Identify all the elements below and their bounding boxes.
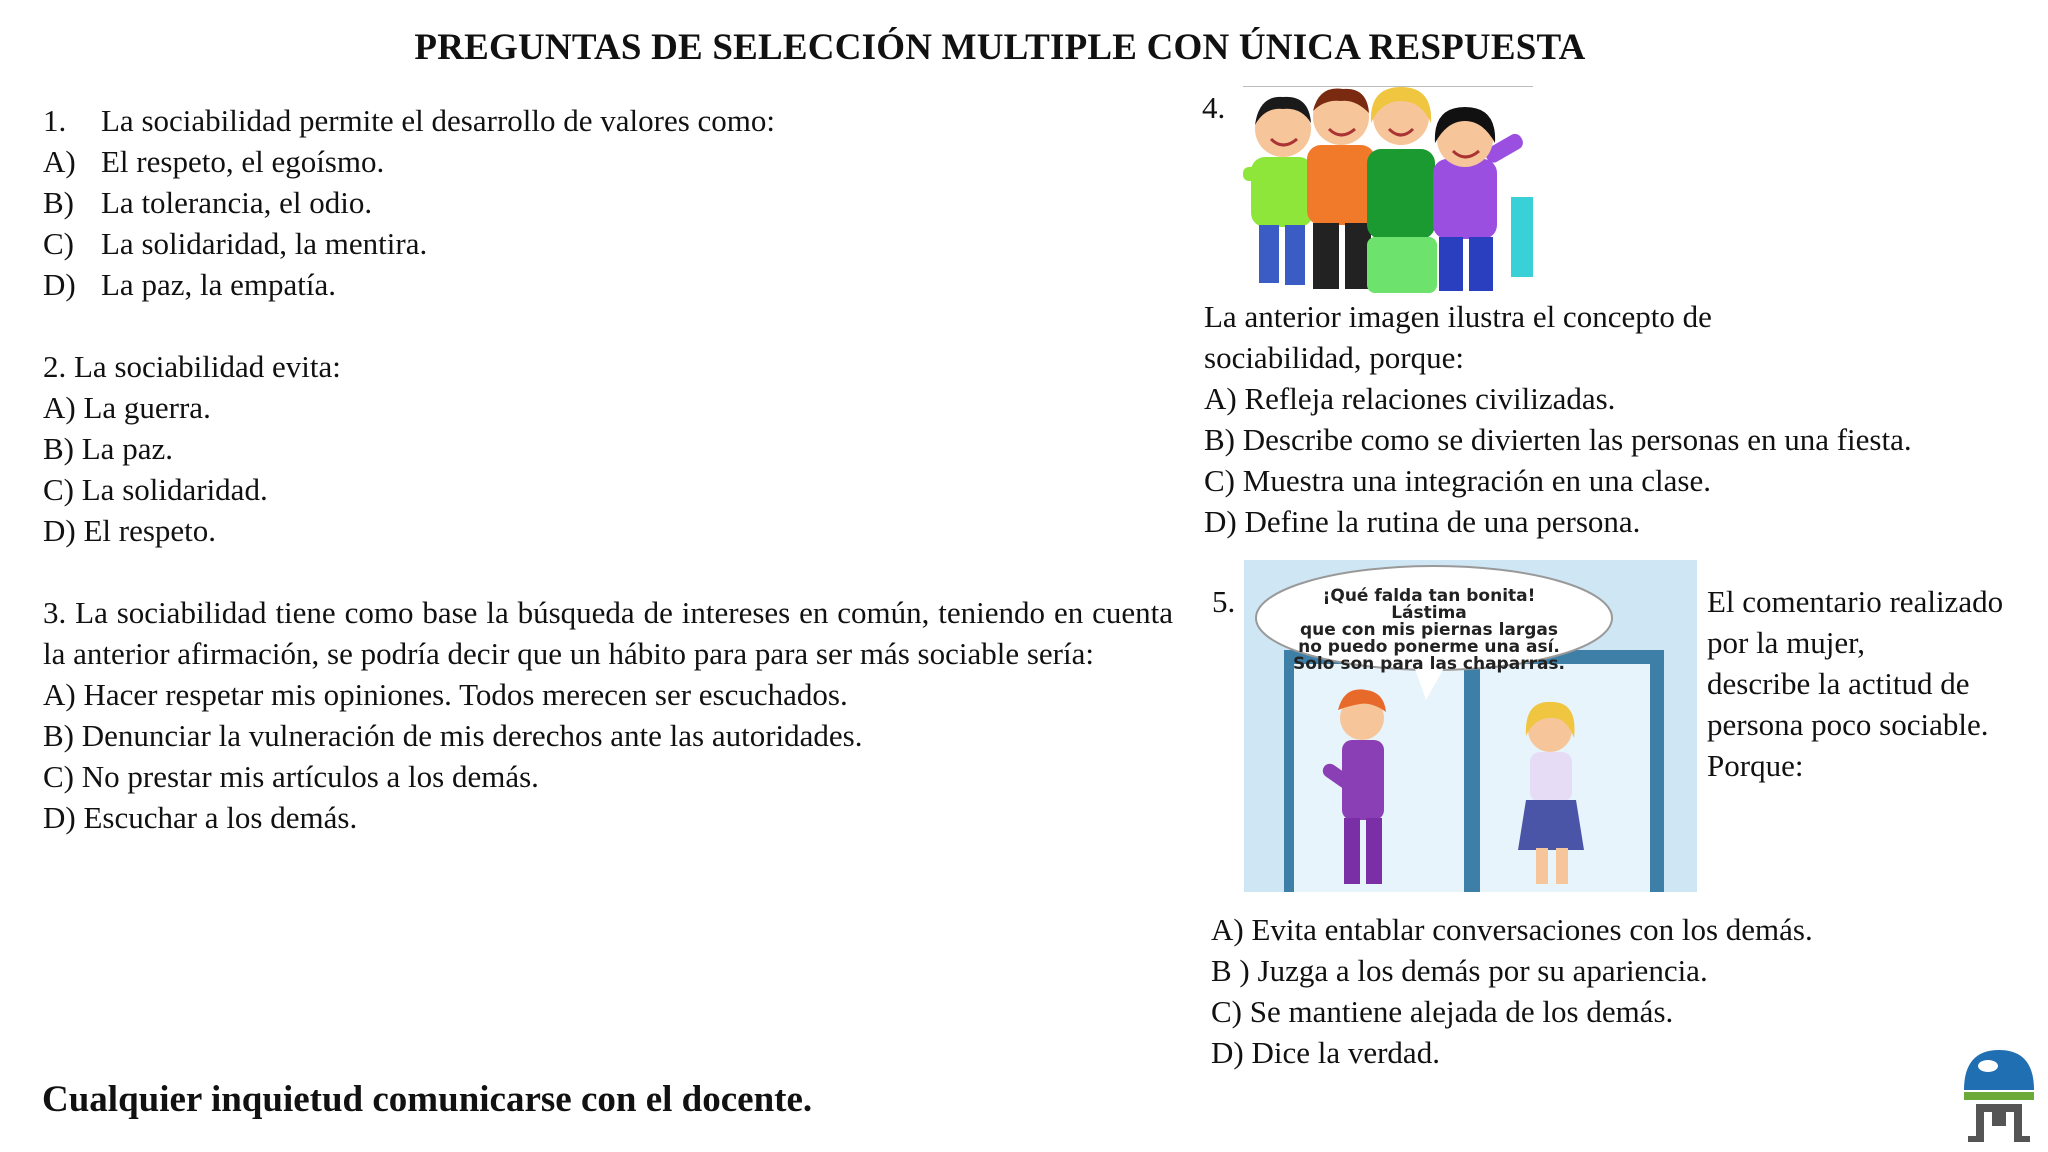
group-of-friends-illustration [1243, 86, 1533, 295]
speech-bubble-text: ¡Qué falda tan bonita! Lástima que con mis piernas largas no puedo ponerme una así. Solo son para las chaparras. [1292, 586, 1566, 674]
question-5-number: 5. [1212, 584, 1236, 619]
option-b: B) Denunciar la vulneración de mis derechos ante las autoridades. [43, 718, 863, 753]
question-1 [43, 100, 1173, 305]
question-2 [43, 346, 1173, 551]
option-b: B) Describe como se divierten las personas en una fiesta. [1204, 422, 1912, 457]
footer-note: Cualquier inquietud comunicarse con el docente. [42, 1079, 813, 1120]
question-5-options [1211, 909, 1813, 1073]
option-a: A) Hacer respetar mis opiniones. Todos merecen ser escuchados. [43, 677, 848, 712]
left-column [43, 100, 1173, 879]
option-a: A) El respeto, el egoísmo. [43, 144, 385, 179]
option-d: D) Dice la verdad. [1211, 1035, 1440, 1070]
kid-figure-1 [1243, 97, 1313, 285]
option-a: A) La guerra. [43, 390, 211, 425]
option-d: D) El respeto. [43, 513, 217, 548]
option-d: D) Define la rutina de una persona. [1204, 504, 1641, 539]
kid-figure-3 [1367, 87, 1437, 293]
option-c: C) La solidaridad, la mentira. [43, 226, 428, 261]
question-5-text: El comentario realizado por la mujer, describe la actitud de persona poco sociable. Porque: [1707, 584, 2004, 783]
option-a: A) Refleja relaciones civilizadas. [1204, 381, 1616, 416]
option-a: A) Evita entablar conversaciones con los demás. [1211, 912, 1813, 947]
question-4-number: 4. [1202, 90, 1226, 125]
page-title: PREGUNTAS DE SELECCIÓN MULTIPLE CON ÚNICA RESPUESTA [414, 27, 1586, 68]
school-logo-icon [1962, 1046, 2036, 1146]
question-text-line: La anterior imagen ilustra el concepto de [1204, 299, 1712, 334]
question-text-line: sociabilidad, porque: [1204, 340, 1464, 375]
option-c: C) La solidaridad. [43, 472, 268, 507]
option-c: C) No prestar mis artículos a los demás. [43, 759, 539, 794]
kid-figure-2 [1307, 88, 1375, 289]
option-d: D) La paz, la empatía. [43, 267, 336, 302]
option-b: B) La paz. [43, 431, 173, 466]
question-text: 3. La sociabilidad tiene como base la búsqueda de intereses en común, teniendo en cuenta la anterior afirmación, se podría decir que un hábito para para ser más sociable sería: [43, 595, 1173, 671]
question-text: 2. La sociabilidad evita: [43, 349, 341, 384]
question-4 [1204, 296, 2024, 542]
option-b: B ) Juzga a los demás por su apariencia. [1211, 953, 1708, 988]
two-women-comic-illustration [1244, 560, 1697, 892]
question-text: La sociabilidad permite el desarrollo de valores como: [101, 103, 776, 138]
option-b: B) La tolerancia, el odio. [43, 185, 373, 220]
question-3 [43, 592, 1173, 838]
option-d: D) Escuchar a los demás. [43, 800, 358, 835]
question-number: 1. [43, 103, 67, 138]
option-c: C) Se mantiene alejada de los demás. [1211, 994, 1674, 1029]
option-c: C) Muestra una integración en una clase. [1204, 463, 1712, 498]
